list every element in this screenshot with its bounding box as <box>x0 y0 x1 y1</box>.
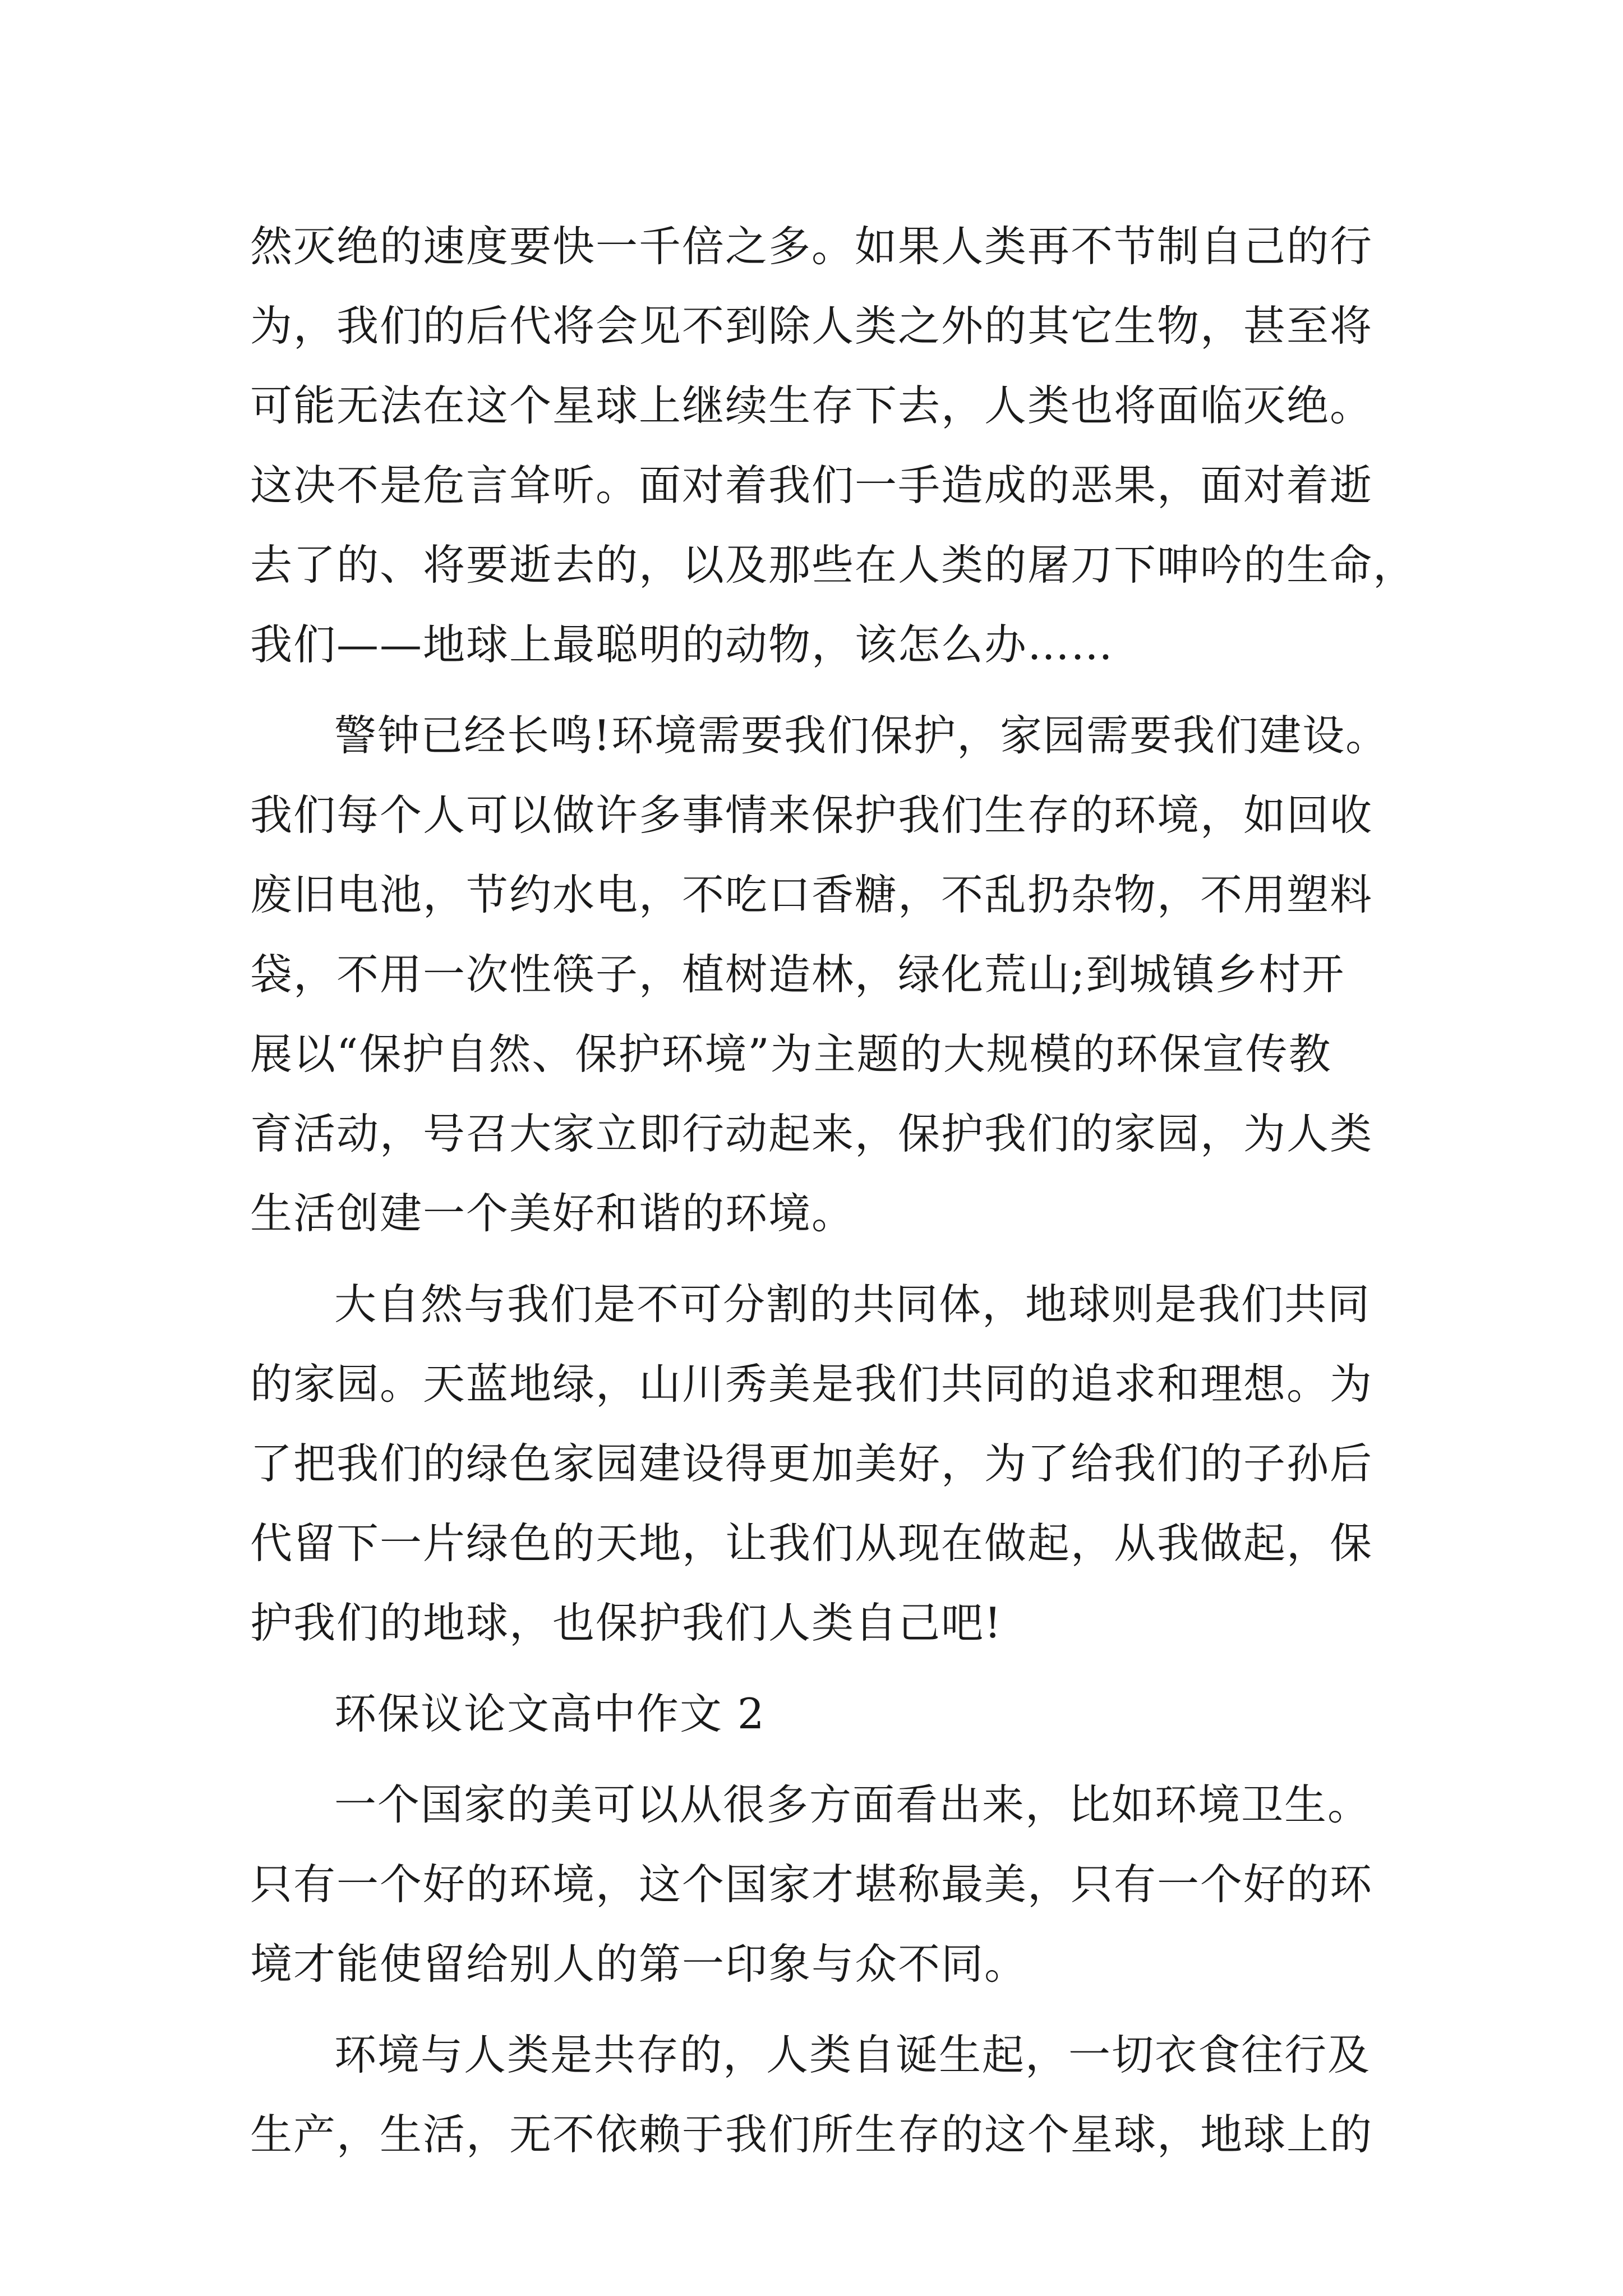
text-line: 代留下一片绿色的天地，让我们从现在做起，从我做起，保 <box>250 1519 1373 1568</box>
text-line: 袋，不用一次性筷子，植树造林，绿化荒山;到城镇乡村开 <box>250 950 1345 999</box>
text-line: 生活创建一个美好和谐的环境。 <box>250 1189 855 1238</box>
paragraph-first-line: 环境与人类是共存的，人类自诞生起，一切衣食往行及 <box>334 2030 1371 2079</box>
text-line: 生产，生活，无不依赖于我们所生存的这个星球，地球上的 <box>250 2110 1373 2159</box>
essay-body <box>250 206 1417 2174</box>
text-line: 了把我们的绿色家园建设得更加美好，为了给我们的子孙后 <box>250 1439 1373 1488</box>
text-line: 育活动，号召大家立即行动起来，保护我们的家园，为人类 <box>250 1109 1373 1158</box>
text-line: 然灭绝的速度要快一千倍之多。如果人类再不节制自己的行 <box>250 222 1373 271</box>
text-line: 护我们的地球，也保护我们人类自己吧! <box>250 1598 1003 1648</box>
text-line: 展以“保护自然、保护环境”为主题的大规模的环保宣传教 <box>250 1029 1332 1079</box>
section-heading: 环保议论文高中作文 2 <box>334 1689 766 1738</box>
text-line: 境才能使留给别人的第一印象与众不同。 <box>250 1939 1028 1989</box>
paragraph-first-line: 警钟已经长鸣!环境需要我们保护，家园需要我们建设。 <box>334 711 1389 760</box>
text-line: 我们——地球上最聪明的动物，该怎么办…… <box>250 620 1114 669</box>
text-line: 这决不是危言耸听。面对着我们一手造成的恶果，面对着逝 <box>250 461 1373 510</box>
text-line: 我们每个人可以做许多事情来保护我们生存的环境，如回收 <box>250 790 1373 840</box>
text-line: 去了的、将要逝去的，以及那些在人类的屠刀下呻吟的生命， <box>250 540 1417 590</box>
text-line: 的家园。天蓝地绿，山川秀美是我们共同的追求和理想。为 <box>250 1359 1373 1409</box>
paragraph-first-line: 大自然与我们是不可分割的共同体，地球则是我们共同 <box>334 1280 1371 1329</box>
text-line: 废旧电池，节约水电，不吃口香糖，不乱扔杂物，不用塑料 <box>250 870 1373 919</box>
text-line: 可能无法在这个星球上继续生存下去，人类也将面临灭绝。 <box>250 381 1373 430</box>
paragraph-first-line: 一个国家的美可以从很多方面看出来，比如环境卫生。 <box>334 1780 1371 1829</box>
text-line: 只有一个好的环境，这个国家才堪称最美，只有一个好的环 <box>250 1860 1373 1909</box>
text-line: 为，我们的后代将会见不到除人类之外的其它生物，甚至将 <box>250 301 1373 351</box>
